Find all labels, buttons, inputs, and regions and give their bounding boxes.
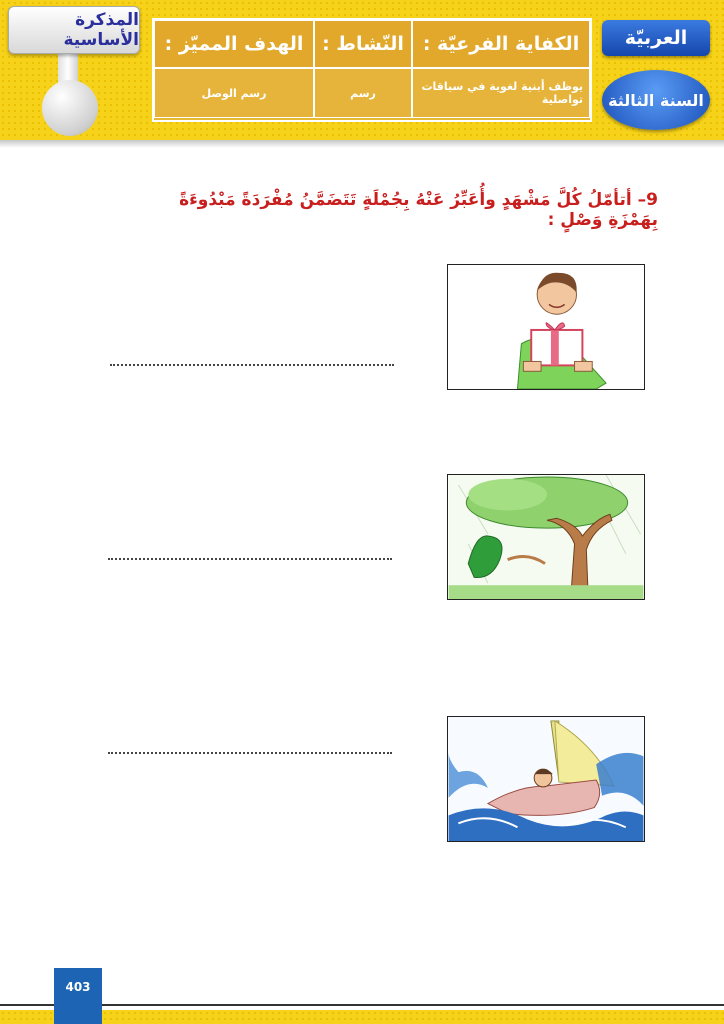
windy-tree-icon [448,475,644,599]
scene-2-picture [447,474,645,600]
page-number: 403 [54,968,102,1024]
answer-line-1[interactable] [110,364,394,366]
scene-1-picture [447,264,645,390]
activity-label: النّشاط : [314,20,412,68]
series-badge: المذكرة الأساسية [8,6,140,54]
exercise-instruction: 9– أتأمّلُ كُلَّ مَشْهَدٍ وأُعَبِّرُ عَنْهُ بِجُمْلَةٍ تَتَضَمَّنُ مُفْرَدَةً مَبْدُوءَةً بِهَمْزَةِ وَصْلٍ : [179,190,658,230]
competency-label: الكفاية الفرعيّة : [412,20,590,68]
subject-label: العربيّة [602,20,710,56]
answer-line-2[interactable] [108,558,392,560]
footer-band [0,1010,724,1024]
objective-label: الهدف المميّز : [154,20,314,68]
boat-in-storm-icon [448,717,644,841]
lesson-info-table [152,18,592,122]
objective-value: رسم الوصل [154,68,314,118]
grade-label: السنة الثالثة [602,70,710,130]
boy-with-gift-icon [448,265,644,389]
scene-3-picture [447,716,645,842]
competency-value: يوظف أبنية لغوية في سياقات تواصلية [412,68,590,118]
header-shadow [0,140,724,148]
footer-line [0,1004,724,1006]
answer-line-3[interactable] [108,752,392,754]
activity-value: رسم [314,68,412,118]
badge-ball [42,80,98,136]
